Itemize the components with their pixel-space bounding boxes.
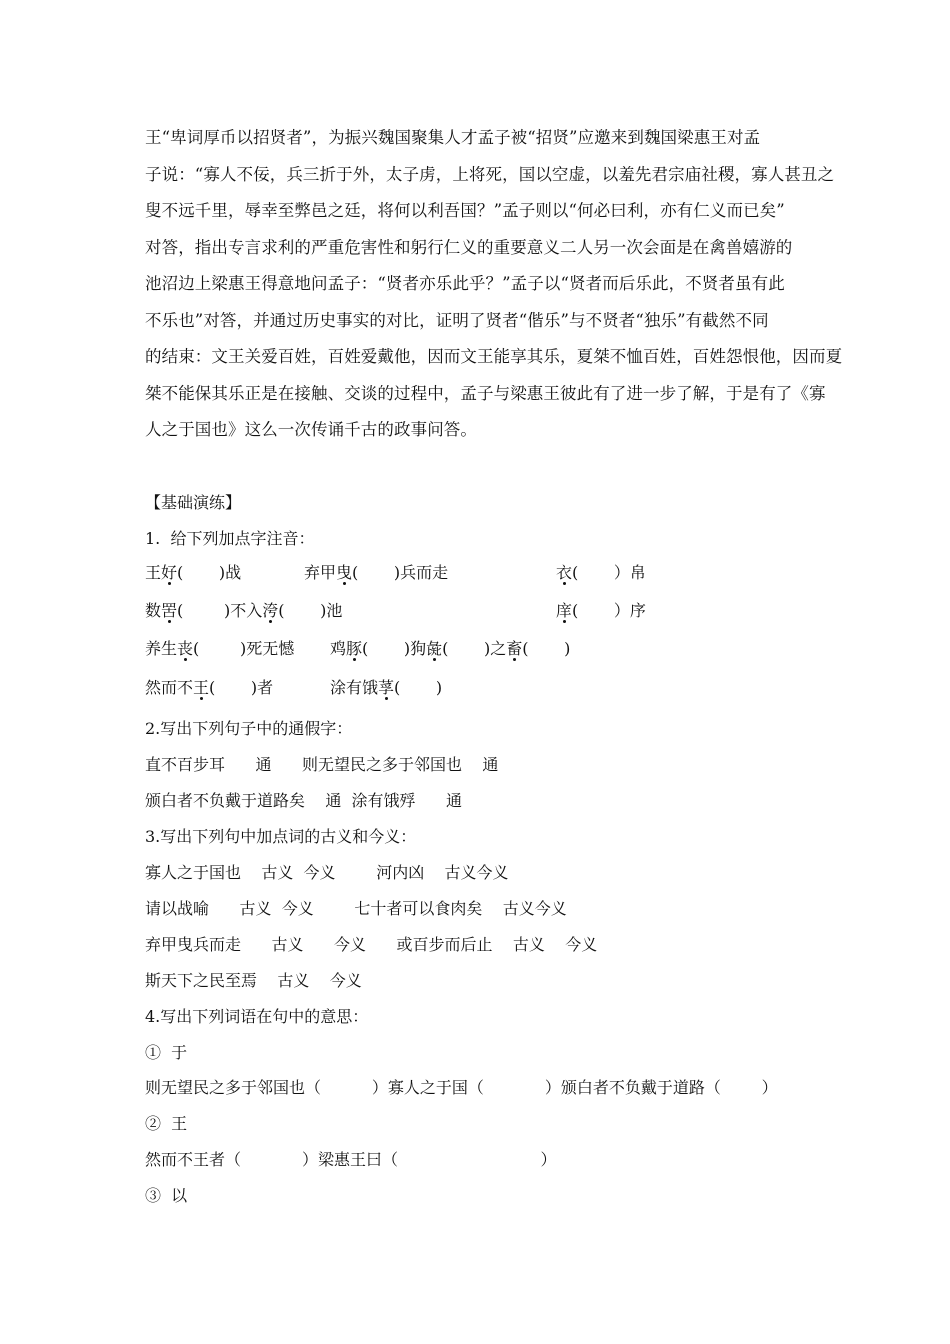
intro-paragraph <box>145 120 843 449</box>
q2-line-2: 颁白者不负戴于道路矣 通 涂有饿殍 通 <box>145 791 463 810</box>
dotted-char: 罟 <box>161 601 178 620</box>
dotted-char: 曳 <box>336 563 353 582</box>
dotted-char: 衣 <box>556 563 573 582</box>
q2-title: 2.写出下列句子中的通假字： <box>145 719 353 738</box>
dotted-char: 好 <box>161 563 178 582</box>
paragraph-line: 对答，指出专言求利的严重危害性和躬行仁义的重要意义二人另一次会面是在禽兽嬉游的 <box>145 237 793 257</box>
q3-line-4: 斯天下之民至焉 古义 今义 <box>145 971 362 990</box>
q4-sub-2-line: 然而不王者（ ）梁惠王曰（ ） <box>145 1150 557 1169</box>
dotted-char: 豚 <box>346 639 363 658</box>
paragraph-line: 不乐也”对答，并通过历史事实的对比，证明了贤者“偕乐”与不贤者“独乐”有截然不同 <box>145 310 769 330</box>
paragraph-line: 子说：“寡人不佞，兵三折于外，太子虏，上将死，国以空虚，以羞先君宗庙社稷，寡人甚丑之 <box>145 164 835 184</box>
q1-row-4: 然而不王( )者 <box>145 678 274 697</box>
q1-row-3-b: 鸡豚( )狗彘( )之畜( ) <box>330 639 571 658</box>
paragraph-line: 王“卑词厚币以招贤者”，为振兴魏国聚集人才孟子被“招贤”应邀来到魏国梁惠王对孟 <box>145 128 761 147</box>
q1-row-1-b: 弃甲曳( )兵而走 <box>304 563 449 582</box>
paragraph-line: 池沼边上梁惠王得意地问孟子：“贤者亦乐此乎？”孟子以“贤者而后乐此，不贤者虽有此 <box>145 274 785 293</box>
q1-row-3: 养生丧( )死无憾 <box>145 639 295 658</box>
q4-sub-1-line: 则无望民之多于邻国也（ ）寡人之于国（ ）颁白者不负戴于道路（ ） <box>145 1078 778 1097</box>
paragraph-line: 叟不远千里，辱幸至弊邑之廷，将何以利吾国？”孟子则以“何必曰利，亦有仁义而已矣” <box>145 201 785 220</box>
q4-sub-1-label: ① 于 <box>145 1043 188 1062</box>
paragraph-line: 人之于国也》这么一次传诵千古的政事问答。 <box>145 420 477 439</box>
dotted-char: 丧 <box>177 639 194 658</box>
q1-row-4-b: 涂有饿莩( ) <box>330 678 443 697</box>
section-heading: 【基础演练】 <box>145 493 242 512</box>
q1-row-2: 数罟( )不入洿( )池 <box>145 601 343 620</box>
q1-row-1-c: 衣( ）帛 <box>556 563 646 582</box>
dotted-char: 畜 <box>506 639 523 658</box>
dotted-char: 王 <box>193 678 210 697</box>
q1-title: 1. 给下列加点字注音： <box>145 529 315 548</box>
dotted-char: 彘 <box>426 639 443 658</box>
q1-row-2-c: 庠( ）序 <box>556 601 646 620</box>
q4-title: 4.写出下列词语在句中的意思： <box>145 1007 369 1026</box>
q3-title: 3.写出下列句中加点词的古义和今义： <box>145 827 417 846</box>
q3-line-1: 寡人之于国也 古义 今义 河内凶 古义今义 <box>145 863 509 882</box>
paragraph-line: 桀不能保其乐正是在接触、交谈的过程中，孟子与梁惠王彼此有了进一步了解，于是有了《寡 <box>145 383 826 403</box>
q3-line-2: 请以战喻 古义 今义 七十者可以食肉矣 古义今义 <box>145 899 567 918</box>
q4-sub-2-label: ② 王 <box>145 1114 188 1133</box>
q3-line-3: 弃甲曳兵而走 古义 今义 或百步而后止 古义 今义 <box>145 935 598 954</box>
dotted-char: 洿 <box>262 601 279 620</box>
dotted-char: 莩 <box>378 678 395 697</box>
q4-sub-3-label: ③ 以 <box>145 1186 188 1205</box>
q1-row-1: 王好( )战 <box>145 563 242 582</box>
q2-line-1: 直不百步耳 通 则无望民之多于邻国也 通 <box>145 755 499 774</box>
paragraph-line: 的结束：文王关爱百姓，百姓爱戴他，因而文王能享其乐，夏桀不恤百姓，百姓怨恨他，因而夏 <box>145 347 843 366</box>
dotted-char: 庠 <box>556 601 573 620</box>
